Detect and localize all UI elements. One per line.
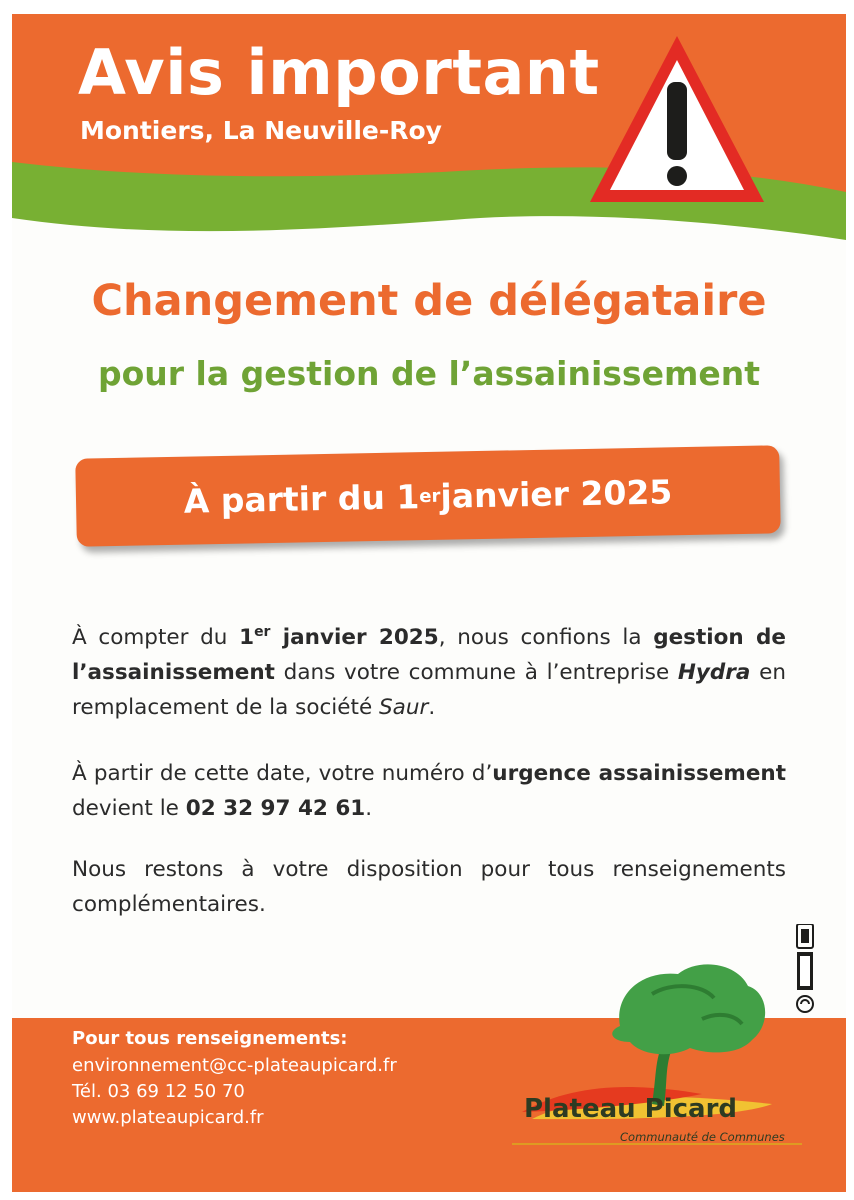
footer-website-link[interactable]: www.plateaupicard.fr [72,1107,264,1128]
paragraph-closing: Nous restons à votre disposition pour tous renseignements complémentaires. [72,857,786,917]
date-banner-sup: er [419,485,441,507]
paragraph-delegation [72,620,786,725]
logo-tagline: Communauté de Communes [620,1130,785,1144]
p1-company-saur: Saur [379,695,429,720]
p1-bold-sup: er [254,623,271,640]
plateau-picard-logo [502,944,802,1154]
header-title: Avis important [78,36,600,109]
date-banner [75,445,781,546]
p1-text-4: en remplacement de la société [72,660,786,720]
p2-text-3: . [365,796,373,821]
warning-triangle-icon [584,30,770,208]
p1-text-3: dans votre commune à l’entreprise [274,660,678,685]
date-banner-prefix: À partir du 1 [183,476,420,521]
p2-text-2: devient le [72,796,186,821]
footer-phone: Tél. 03 69 12 50 70 [72,1081,245,1102]
emergency-phone-number: 02 32 97 42 61 [185,796,366,821]
p1-company-hydra: Hydra [677,660,751,685]
p1-bold-3: gestion de l’assainissement [72,625,786,685]
p1-text-2: , nous confions la [438,625,654,650]
footer-contact [72,1028,397,1131]
main-title: Changement de délégataire [91,276,767,326]
date-banner-suffix: janvier 2025 [440,471,673,516]
p2-text-1: À partir de cette date, votre numéro d’ [72,761,493,786]
footer-contact-title: Pour tous renseignements: [72,1028,348,1049]
p2-bold-1: urgence assainissement [492,761,786,786]
logo-name: Plateau Picard [524,1094,738,1124]
notice-page [12,14,846,1192]
sub-title: pour la gestion de l’assainissement [98,354,760,393]
p1-text-1: À compter du [72,625,240,650]
header-subtitle: Montiers, La Neuville-Roy [80,116,442,145]
footer-email-link[interactable]: environnement@cc-plateaupicard.fr [72,1055,397,1076]
p1-bold-1: 1 [239,625,255,650]
p1-bold-2: janvier 2025 [270,625,439,650]
p1-text-5: . [428,695,436,720]
paragraph-emergency-number [72,756,786,826]
